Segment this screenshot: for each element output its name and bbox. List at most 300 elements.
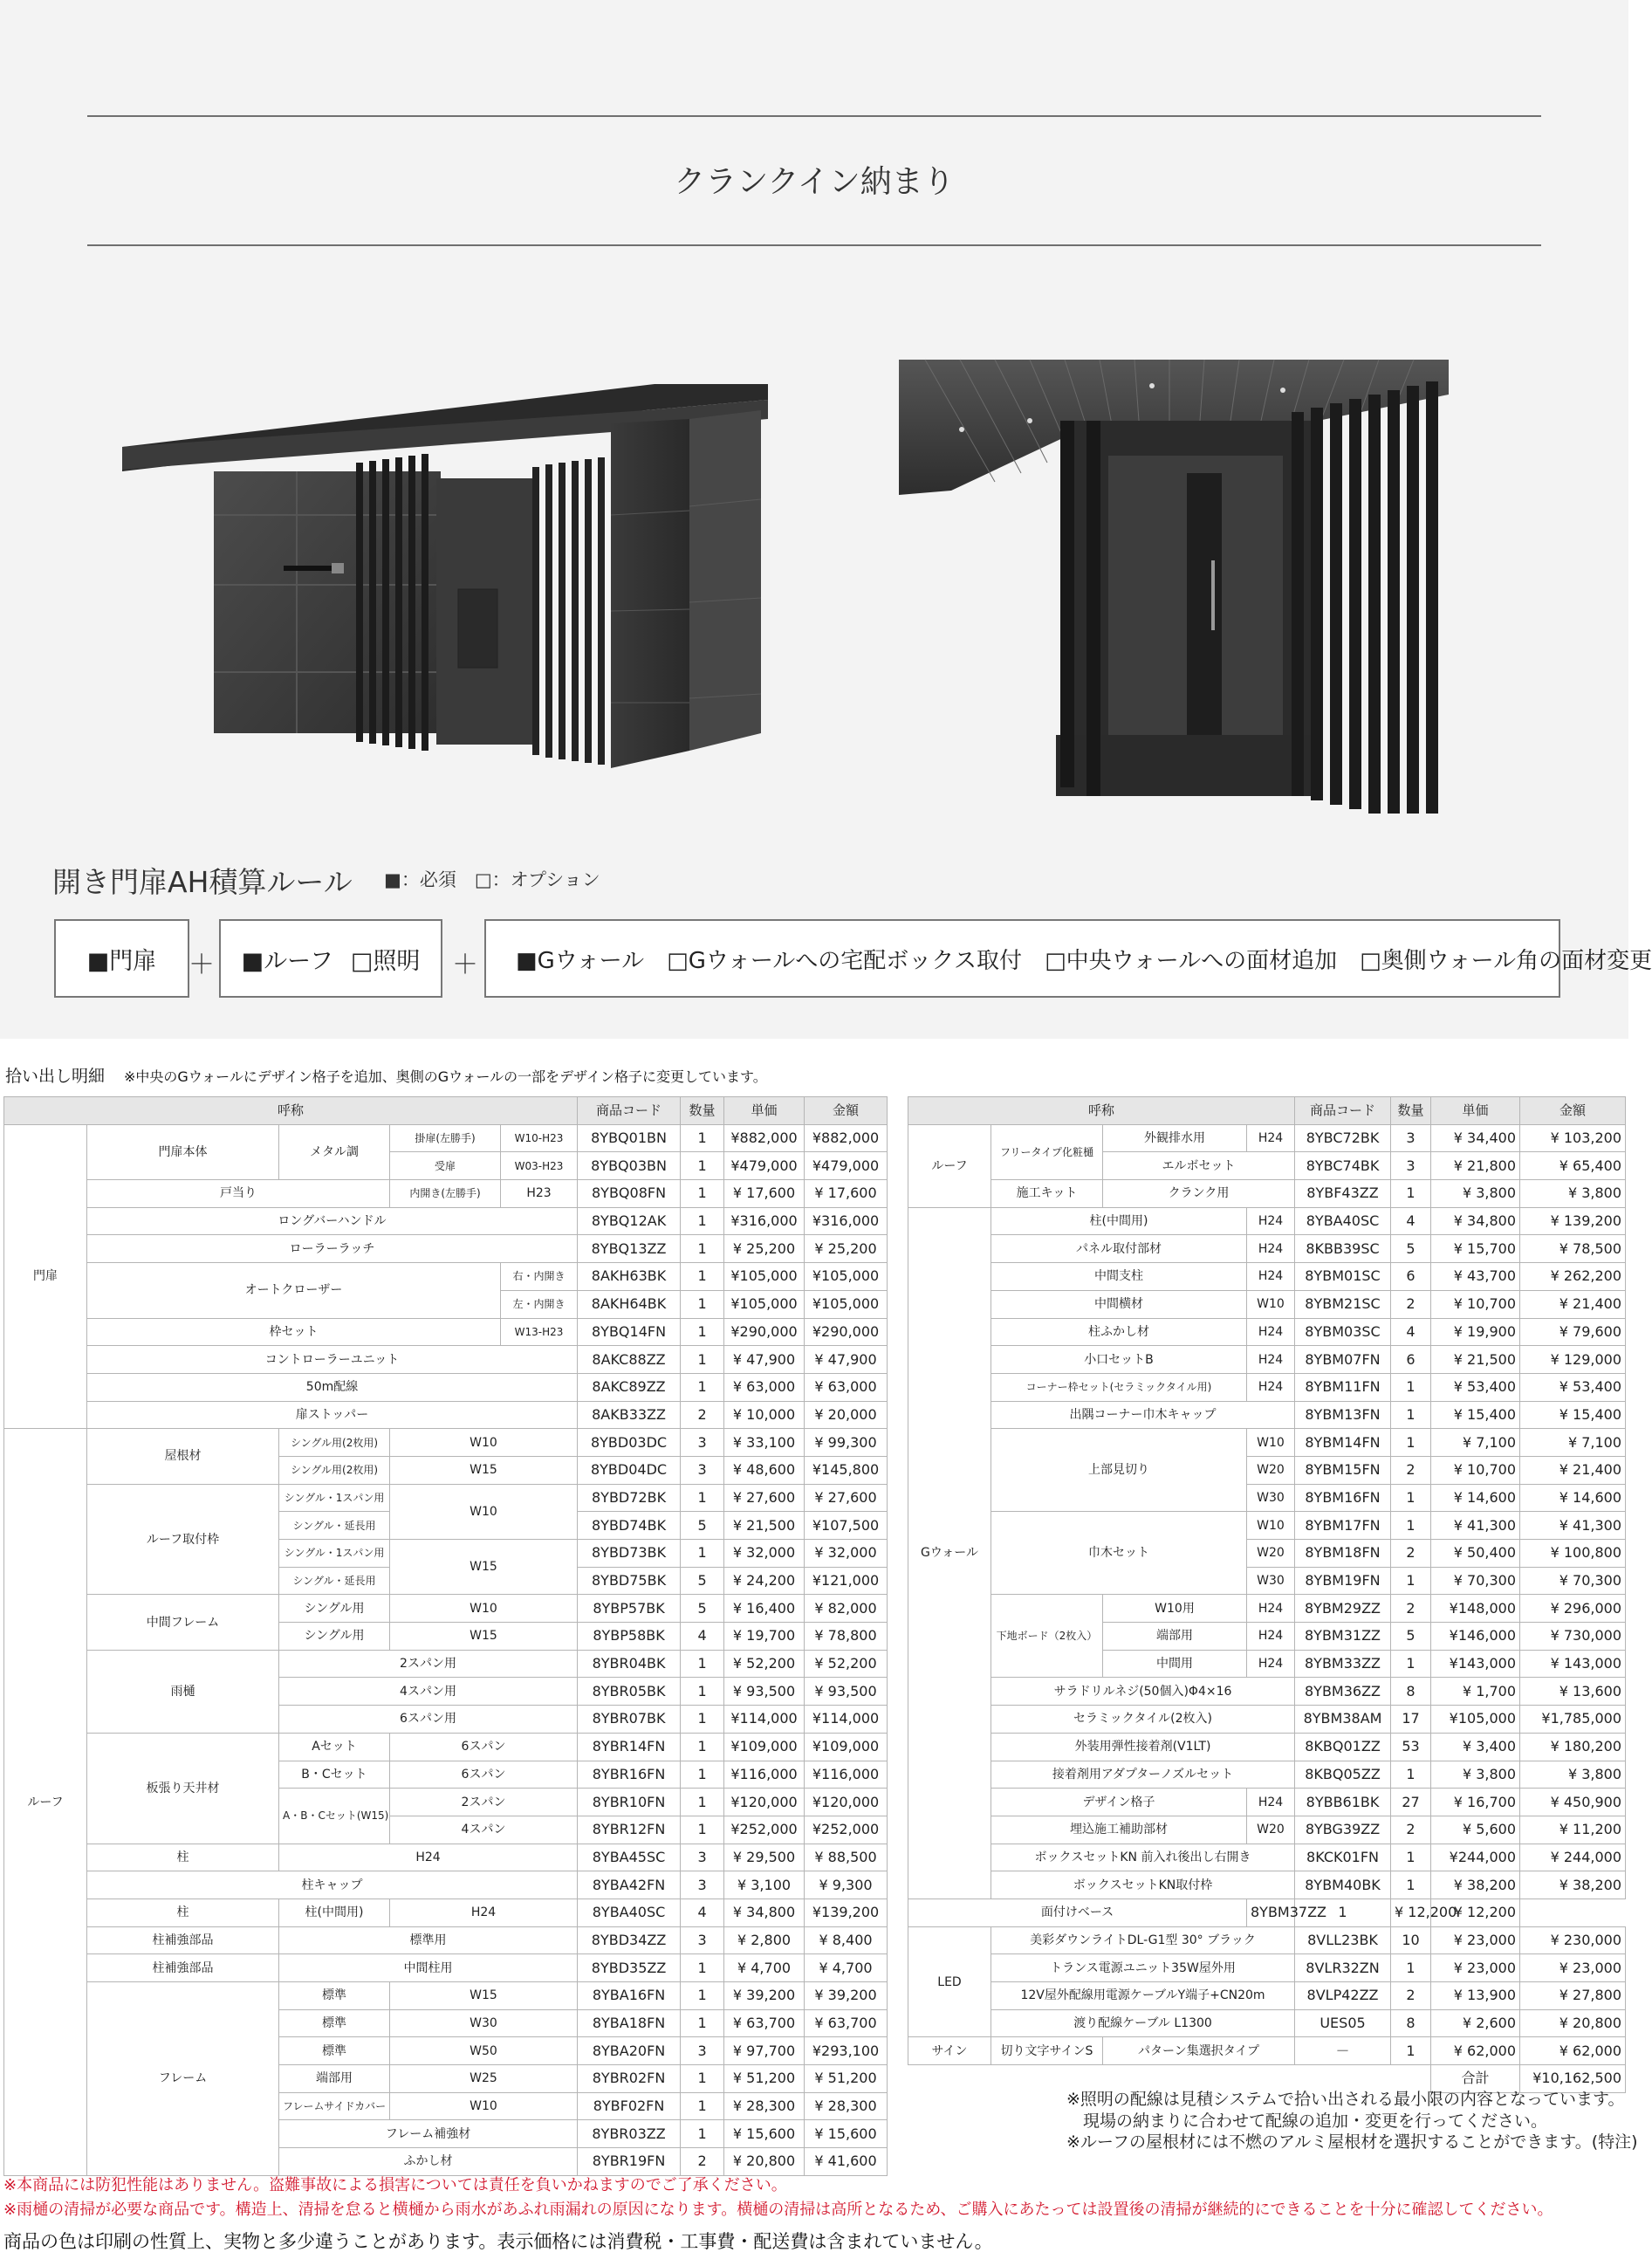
table-cell: 8YBA45SC — [578, 1844, 681, 1871]
table-row — [908, 1844, 1626, 1871]
table-cell: 8YBM37ZZ — [1247, 1899, 1295, 1926]
table-cell: ¥ 51,200 — [805, 2065, 888, 2093]
table-cell: ¥ 3,800 — [1520, 1180, 1626, 1208]
table-cell: フレームサイドカバー — [279, 2092, 390, 2120]
table-cell: 1 — [681, 1540, 724, 1568]
table-cell: 渡り配線ケーブル L1300 — [991, 2009, 1295, 2037]
table-cell: 8YBM19FN — [1295, 1567, 1391, 1595]
table-cell: ¥ 16,400 — [724, 1595, 805, 1623]
table-cell: 6スパン用 — [279, 1706, 578, 1734]
table-cell: ¥105,000 — [805, 1290, 888, 1318]
table-row — [4, 1484, 888, 1512]
table-row — [908, 1789, 1626, 1816]
table-cell: 8YBD72BK — [578, 1484, 681, 1512]
table-cell: 8YBA20FN — [578, 2037, 681, 2065]
table-cell: ¥ 63,700 — [724, 2009, 805, 2037]
table-cell: 柱補強部品 — [87, 1926, 279, 1954]
table-cell: ¥ 53,400 — [1520, 1373, 1626, 1401]
table-row — [4, 1871, 888, 1899]
table-cell: 戸当り — [87, 1180, 390, 1208]
rule-light-label: □照明 — [350, 947, 421, 975]
table-cell: ¥ 33,100 — [724, 1429, 805, 1457]
table-cell: 標準 — [279, 1982, 390, 2010]
table-cell: ¥244,000 — [1431, 1844, 1520, 1871]
table-cell: ¥114,000 — [724, 1706, 805, 1734]
table-cell: 1 — [1391, 1567, 1431, 1595]
table-row — [4, 1401, 888, 1429]
table-cell: ¥ 2,800 — [724, 1926, 805, 1954]
note-line: ※ルーフの屋根材には不燃のアルミ屋根材を選択することができます。(特注) — [1066, 2132, 1638, 2153]
table-cell: 接着剤用アダプターノズルセット — [991, 1761, 1295, 1789]
table-cell: 3 — [681, 1456, 724, 1484]
table-cell: ¥ 43,700 — [1431, 1263, 1520, 1291]
table-cell: ¥ 15,400 — [1520, 1401, 1626, 1429]
table-cell: 10 — [1391, 1926, 1431, 1954]
table-cell: ¥ 12,200 — [1391, 1899, 1431, 1926]
table-cell: ¥ 93,500 — [724, 1678, 805, 1706]
table-cell: 切り文字サインS — [991, 2037, 1103, 2065]
table-cell: ¥ 70,300 — [1520, 1567, 1626, 1595]
table-cell: ¥ 21,500 — [1431, 1346, 1520, 1374]
table-cell: 1 — [1391, 1373, 1431, 1401]
table-cell: 下地ボード（2枚入） — [991, 1595, 1103, 1678]
table-cell: H24 — [1247, 1235, 1295, 1263]
table-cell: フリータイプ化粧樋 — [991, 1124, 1103, 1179]
table-cell: 8YBR19FN — [578, 2148, 681, 2176]
rule-gate-label: ■門扉 — [86, 947, 157, 975]
table-cell: H24 — [1247, 1207, 1295, 1235]
table-cell: 8AKH64BK — [578, 1290, 681, 1318]
table-row — [908, 1512, 1626, 1540]
table-cell: 中間フレーム — [87, 1595, 279, 1650]
list-title: 拾い出し明細 ※中央のGウォールにデザイン格子を追加、奥側のGウォールの一部をデザイン格子に変更しています。 — [5, 1067, 767, 1086]
table-row — [908, 1982, 1626, 2010]
table-cell: ¥ 78,800 — [805, 1623, 888, 1651]
table-cell: 8YBD74BK — [578, 1512, 681, 1540]
table-cell: 8YBR05BK — [578, 1678, 681, 1706]
table-cell: ¥120,000 — [724, 1789, 805, 1816]
table-cell: ¥ 3,800 — [1431, 1761, 1520, 1789]
table-cell: 8YBR02FN — [578, 2065, 681, 2093]
table-cell: ¥ 4,700 — [724, 1954, 805, 1982]
table-cell: ¥ 52,200 — [724, 1650, 805, 1678]
table-cell: ¥ 27,600 — [724, 1484, 805, 1512]
table-cell: ¥139,200 — [805, 1899, 888, 1926]
table-cell: W10 — [390, 2092, 578, 2120]
table-row — [908, 1429, 1626, 1457]
table-cell: ¥ 39,200 — [724, 1982, 805, 2010]
table-cell: 扉ストッパー — [87, 1401, 578, 1429]
table-cell: シングル・1スパン用 — [279, 1484, 390, 1512]
table-cell: ¥ 13,600 — [1520, 1678, 1626, 1706]
table-cell: 8YBD34ZZ — [578, 1926, 681, 1954]
table-cell: 8AKH63BK — [578, 1263, 681, 1291]
top-rule — [87, 115, 1541, 117]
table-cell: ¥316,000 — [724, 1207, 805, 1235]
table-row — [908, 1318, 1626, 1346]
table-row — [908, 1290, 1626, 1318]
table-cell: 5 — [681, 1595, 724, 1623]
table-cell: ¥ 51,200 — [724, 2065, 805, 2093]
table-cell: ¥ 47,900 — [805, 1346, 888, 1374]
table-cell: ¥ 19,900 — [1431, 1318, 1520, 1346]
table-cell: 2 — [681, 2148, 724, 2176]
table-cell: 1 — [1391, 1954, 1431, 1982]
title-rule — [87, 244, 1541, 246]
table-cell: ¥ 99,300 — [805, 1429, 888, 1457]
table-cell: 8YBM03SC — [1295, 1318, 1391, 1346]
table-cell: 8YBM31ZZ — [1295, 1623, 1391, 1651]
table-cell: ¥ 17,600 — [724, 1180, 805, 1208]
table-row — [4, 1180, 888, 1208]
table-cell: ¥ 12,200 — [1431, 1899, 1520, 1926]
table-cell: ¥ 3,800 — [1431, 1180, 1520, 1208]
table-cell: 2スパン — [390, 1789, 578, 1816]
table-cell: 1 — [1391, 1180, 1431, 1208]
header-price: 単価 — [1431, 1097, 1520, 1125]
table-cell: ¥ 21,500 — [724, 1512, 805, 1540]
table-cell: 8YBB61BK — [1295, 1789, 1391, 1816]
table-row — [908, 1207, 1626, 1235]
table-cell: A・B・Cセット(W15) — [279, 1789, 390, 1844]
table-cell: 8YBA16FN — [578, 1982, 681, 2010]
table-cell: W10 — [390, 1595, 578, 1623]
table-cell: コントローラーユニット — [87, 1346, 578, 1374]
table-row — [4, 1954, 888, 1982]
table-cell: 8YBR07BK — [578, 1706, 681, 1734]
table-cell: 53 — [1391, 1733, 1431, 1761]
table-cell: 1 — [1391, 1761, 1431, 1789]
table-cell: W10 — [390, 1484, 578, 1539]
table-cell: 標準 — [279, 2009, 390, 2037]
table-cell: ¥ 103,200 — [1520, 1124, 1626, 1152]
table-cell: 8YBM21SC — [1295, 1290, 1391, 1318]
table-cell: トランス電源ユニット35W屋外用 — [991, 1954, 1295, 1982]
table-cell: 巾木セット — [991, 1512, 1247, 1595]
table-cell: 3 — [681, 1844, 724, 1871]
table-cell: W10用 — [1103, 1595, 1247, 1623]
rule-roof-label: ■ルーフ — [241, 947, 333, 975]
table-cell: ¥109,000 — [805, 1733, 888, 1761]
table-cell: ¥ 13,900 — [1431, 1982, 1520, 2010]
table-cell: シングル用(2枚用) — [279, 1456, 390, 1484]
table-cell: 1 — [681, 1650, 724, 1678]
table-cell: ¥ 21,800 — [1431, 1152, 1520, 1180]
table-cell: H24 — [1247, 1373, 1295, 1401]
table-cell: ¥ 34,400 — [1431, 1124, 1520, 1152]
table-cell: ¥ 47,900 — [724, 1346, 805, 1374]
table-cell: ¥148,000 — [1431, 1595, 1520, 1623]
table-cell: フレーム — [87, 1982, 279, 2176]
table-cell: ¥ 32,000 — [805, 1540, 888, 1568]
table-cell: 8YBD75BK — [578, 1567, 681, 1595]
table-cell: 1 — [681, 1954, 724, 1982]
table-cell: 埋込施工補助部材 — [991, 1816, 1247, 1844]
table-cell: 4スパン — [390, 1816, 578, 1844]
table-cell: 1 — [681, 2092, 724, 2120]
table-cell: 1 — [681, 1235, 724, 1263]
table-cell: ¥ 63,700 — [805, 2009, 888, 2037]
table-cell: 1 — [681, 1152, 724, 1180]
table-cell: 8YBR12FN — [578, 1816, 681, 1844]
table-cell: 8YBA40SC — [1295, 1207, 1391, 1235]
table-cell: W10 — [390, 1429, 578, 1457]
table-cell: ボックスセットKN 前入れ後出し右開き — [991, 1844, 1295, 1871]
table-cell: ¥ 7,100 — [1520, 1429, 1626, 1457]
table-cell: 8AKC89ZZ — [578, 1373, 681, 1401]
table-cell: 4 — [681, 1899, 724, 1926]
table-cell: 8YBM36ZZ — [1295, 1678, 1391, 1706]
table-cell: ¥ 8,400 — [805, 1926, 888, 1954]
table-cell: ¥ 29,500 — [724, 1844, 805, 1871]
header-qty: 数量 — [681, 1097, 724, 1125]
table-cell: 受扉 — [390, 1152, 501, 1180]
table-cell: W20 — [1247, 1540, 1295, 1568]
table-cell: ¥252,000 — [805, 1816, 888, 1844]
table-cell: 2 — [1391, 1816, 1431, 1844]
table-cell: 6スパン — [390, 1733, 578, 1761]
table-cell: 17 — [1391, 1706, 1431, 1734]
table-cell: W50 — [390, 2037, 578, 2065]
rule-legend: ■：必須 □：オプション — [384, 869, 600, 890]
table-cell: 8YBM17FN — [1295, 1512, 1391, 1540]
table-cell: 1 — [681, 1484, 724, 1512]
table-cell: 2 — [1391, 1456, 1431, 1484]
table-row — [908, 1899, 1626, 1926]
table-cell: 1 — [1295, 1899, 1391, 1926]
table-cell: 小口セットB — [991, 1346, 1247, 1374]
table-row — [908, 1346, 1626, 1374]
table-cell: シングル用 — [279, 1595, 390, 1623]
right-parts-table — [908, 1096, 1626, 2093]
table-cell: ¥ 24,200 — [724, 1567, 805, 1595]
table-cell: 柱 — [87, 1899, 279, 1926]
table-cell: 8YBD35ZZ — [578, 1954, 681, 1982]
table-cell: ¥ 93,500 — [805, 1678, 888, 1706]
table-cell: 端部用 — [279, 2065, 390, 2093]
table-cell: 枠セット — [87, 1318, 501, 1346]
table-cell: 1 — [1391, 1844, 1431, 1871]
table-cell: 1 — [1391, 2037, 1431, 2065]
table-cell: W15 — [390, 1982, 578, 2010]
table-cell: ¥ 16,700 — [1431, 1789, 1520, 1816]
table-cell: 8YBD73BK — [578, 1540, 681, 1568]
table-cell: 8KBB39SC — [1295, 1235, 1391, 1263]
table-row — [4, 1844, 888, 1871]
table-cell: 8YBQ14FN — [578, 1318, 681, 1346]
table-cell: 8AKB33ZZ — [578, 1401, 681, 1429]
table-cell: 柱(中間用) — [991, 1207, 1247, 1235]
table-cell: 8YBA18FN — [578, 2009, 681, 2037]
table-cell: ¥ 3,400 — [1431, 1733, 1520, 1761]
table-cell: 標準 — [279, 2037, 390, 2065]
table-cell: W15 — [390, 1540, 578, 1595]
rule-title: 開き門扉AH積算ルール — [52, 865, 353, 899]
table-cell: 中間支柱 — [991, 1263, 1247, 1291]
table-row — [908, 1595, 1626, 1623]
table-cell: ¥ 3,100 — [724, 1871, 805, 1899]
table-row — [4, 1899, 888, 1926]
table-cell: ¥ 38,200 — [1520, 1871, 1626, 1899]
table-cell: ¥ 17,600 — [805, 1180, 888, 1208]
table-cell: 1 — [681, 1733, 724, 1761]
total-label: 合計 — [1431, 2065, 1520, 2093]
table-cell: ¥ 21,400 — [1520, 1456, 1626, 1484]
table-cell: 8YBM01SC — [1295, 1263, 1391, 1291]
table-cell: H24 — [390, 1899, 578, 1926]
table-cell: ¥ 27,600 — [805, 1484, 888, 1512]
table-cell: オートクローザー — [87, 1263, 501, 1318]
header-qty: 数量 — [1391, 1097, 1431, 1125]
table-cell: 1 — [681, 2065, 724, 2093]
header-price: 単価 — [724, 1097, 805, 1125]
table-cell: H24 — [1247, 1789, 1295, 1816]
table-cell: ¥ 34,800 — [724, 1899, 805, 1926]
table-cell: 1 — [681, 1982, 724, 2010]
rule-box-roof — [219, 919, 442, 998]
table-row — [908, 1926, 1626, 1954]
table-cell: ¥ 4,700 — [805, 1954, 888, 1982]
table-cell: 5 — [1391, 1623, 1431, 1651]
table-row — [908, 1263, 1626, 1291]
table-cell: W25 — [390, 2065, 578, 2093]
table-cell: ¥ 20,800 — [1520, 2009, 1626, 2037]
table-cell: 8YBF02FN — [578, 2092, 681, 2120]
table-cell: 柱キャップ — [87, 1871, 578, 1899]
table-cell: ¥ 63,000 — [805, 1373, 888, 1401]
table-cell: 8YBR04BK — [578, 1650, 681, 1678]
table-cell: ¥479,000 — [805, 1152, 888, 1180]
table-cell: ¥290,000 — [724, 1318, 805, 1346]
table-cell: 8 — [1391, 2009, 1431, 2037]
table-cell: 8YBQ03BN — [578, 1152, 681, 1180]
table-row — [4, 1733, 888, 1761]
table-cell: H24 — [1247, 1623, 1295, 1651]
table-cell: ¥105,000 — [724, 1290, 805, 1318]
header-name: 呼称 — [908, 1097, 1295, 1125]
table-row — [4, 1926, 888, 1954]
warning-gutter: ※雨樋の清掃が必要な商品です。構造上、清掃を怠ると横樋から雨水があふれ雨漏れの原因になります。横樋の清掃は高所となるため、ご購入にあたっては設置後の清掃が継続的にできることを十分に確認してください。 — [3, 2201, 1553, 2219]
table-cell: ¥ 23,000 — [1431, 1954, 1520, 1982]
table-cell: 板張り天井材 — [87, 1733, 279, 1844]
lighting-notes — [1066, 2089, 1638, 2153]
table-cell: ¥ 23,000 — [1520, 1954, 1626, 1982]
table-cell: W03-H23 — [501, 1152, 578, 1180]
table-cell: 8YBD03DC — [578, 1429, 681, 1457]
table-cell: 柱 — [87, 1844, 279, 1871]
table-cell: 27 — [1391, 1789, 1431, 1816]
table-cell: 2 — [1391, 1290, 1431, 1318]
header-amount: 金額 — [805, 1097, 888, 1125]
table-cell: ¥ 39,200 — [805, 1982, 888, 2010]
table-cell: 2 — [1391, 1540, 1431, 1568]
table-cell: 内開き(左勝手) — [390, 1180, 501, 1208]
table-cell: 1 — [681, 1263, 724, 1291]
table-cell: 3 — [681, 1926, 724, 1954]
table-cell: 門扉 — [4, 1124, 87, 1429]
table-cell: ルーフ取付枠 — [87, 1484, 279, 1595]
table-cell: 3 — [681, 2037, 724, 2065]
table-cell: ¥ 10,700 — [1431, 1456, 1520, 1484]
table-cell: 8YBR03ZZ — [578, 2120, 681, 2148]
table-cell: 8YBR16FN — [578, 1761, 681, 1789]
table-cell: 中間用 — [1103, 1650, 1247, 1678]
table-cell: 雨樋 — [87, 1650, 279, 1733]
table-cell: 柱(中間用) — [279, 1899, 390, 1926]
table-cell: 8YBP58BK — [578, 1623, 681, 1651]
table-cell: ¥290,000 — [805, 1318, 888, 1346]
table-cell: ¥316,000 — [805, 1207, 888, 1235]
note-line: ※照明の配線は見積システムで拾い出される最小限の内容となっています。 — [1066, 2090, 1625, 2109]
table-cell: 8YBQ08FN — [578, 1180, 681, 1208]
table-cell: サラドリルネジ(50個入)Φ4×16 — [991, 1678, 1295, 1706]
table-row — [4, 1235, 888, 1263]
table-row — [4, 1373, 888, 1401]
table-cell: シングル用 — [279, 1623, 390, 1651]
table-cell: ¥ 244,000 — [1520, 1844, 1626, 1871]
table-cell: ¥ 48,600 — [724, 1456, 805, 1484]
table-row — [908, 2009, 1626, 2037]
table-cell: H24 — [1247, 1124, 1295, 1152]
table-cell: H24 — [1247, 1318, 1295, 1346]
table-row — [908, 1816, 1626, 1844]
table-cell: Aセット — [279, 1733, 390, 1761]
table-cell: ¥114,000 — [805, 1706, 888, 1734]
table-row — [4, 1429, 888, 1457]
table-cell: ¥ 100,800 — [1520, 1540, 1626, 1568]
table-cell: 2スパン用 — [279, 1650, 578, 1678]
table-cell: ¥ 11,200 — [1520, 1816, 1626, 1844]
table-cell: ¥ 15,600 — [805, 2120, 888, 2148]
table-cell: ローラーラッチ — [87, 1235, 578, 1263]
table-cell: 6 — [1391, 1263, 1431, 1291]
table-cell: 1 — [1391, 1401, 1431, 1429]
table-cell: 1 — [681, 2009, 724, 2037]
table-cell: ¥ 139,200 — [1520, 1207, 1626, 1235]
table-row — [4, 1982, 888, 2010]
table-cell: 1 — [681, 1706, 724, 1734]
table-cell: ¥ 5,600 — [1431, 1816, 1520, 1844]
table-cell: セラミックタイル(2枚入) — [991, 1706, 1295, 1734]
table-cell: 2 — [681, 1401, 724, 1429]
table-cell: 4スパン用 — [279, 1678, 578, 1706]
table-cell: コーナー枠セット(セラミックタイル用) — [991, 1373, 1247, 1401]
table-cell: W20 — [1247, 1816, 1295, 1844]
table-cell: ¥120,000 — [805, 1789, 888, 1816]
table-cell: 施工キット — [991, 1180, 1103, 1208]
table-cell: ¥ 25,200 — [724, 1235, 805, 1263]
table-cell: 柱補強部品 — [87, 1954, 279, 1982]
table-cell: 8YBP57BK — [578, 1595, 681, 1623]
table-cell: ¥ 129,000 — [1520, 1346, 1626, 1374]
table-cell: パネル取付部材 — [991, 1235, 1247, 1263]
table-cell: 5 — [1391, 1235, 1431, 1263]
table-cell: 1 — [681, 1789, 724, 1816]
table-row — [4, 1124, 888, 1152]
table-cell: シングル用(2枚用) — [279, 1429, 390, 1457]
table-row — [4, 1650, 888, 1678]
table-cell: 8AKC88ZZ — [578, 1346, 681, 1374]
table-cell: ¥ 10,000 — [724, 1401, 805, 1429]
table-cell: 1 — [1391, 1429, 1431, 1457]
table-cell: 美彩ダウンライトDL-G1型 30° ブラック — [991, 1926, 1295, 1954]
table-cell: ふかし材 — [279, 2148, 578, 2176]
table-cell: ¥ 2,600 — [1431, 2009, 1520, 2037]
table-row — [908, 1235, 1626, 1263]
table-cell: 5 — [681, 1512, 724, 1540]
table-cell: 3 — [1391, 1152, 1431, 1180]
table-cell: ¥ 10,700 — [1431, 1290, 1520, 1318]
